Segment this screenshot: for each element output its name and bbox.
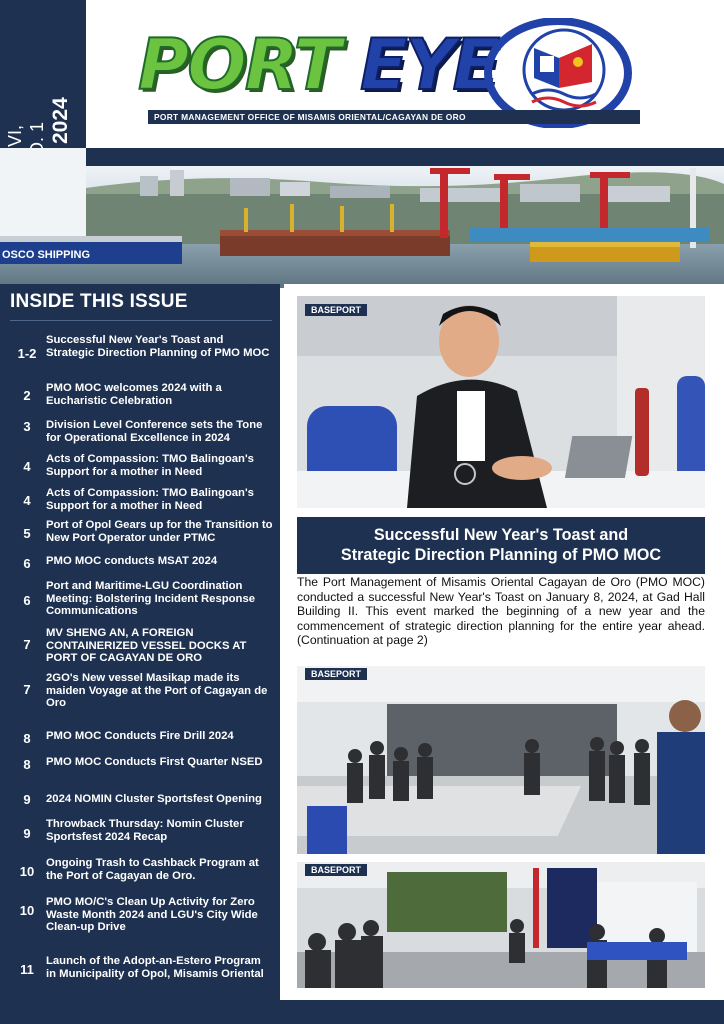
toc-item-title: PMO MOC welcomes 2024 with a Eucharistic Celebration [46,382,222,407]
executive-portrait-image [297,296,705,508]
article-body: The Port Management of Misamis Oriental Cagayan de Oro (PMO MOC) conducted a successful New Year's Toast on January 8, 2024, at Gad Hall Building II. This event marked the beginning of a new year and the commencement of strategic direction planning for the entire year ahead. (Continuation at page 2) [297,575,705,648]
toc-item-title: 2024 NOMIN Cluster Sportsfest Opening [46,793,262,805]
logo-port-text: PORT [138,24,340,106]
toc-page-number: 7 [23,682,31,697]
toc-page-number: 9 [23,826,31,841]
toc-page-number: 1-2 [17,346,37,361]
port-banner-photo [0,148,724,288]
toc-page-number: 7 [23,637,31,652]
toc-page-number: 11 [20,962,34,977]
port-scene-image [0,148,724,288]
footer-bar [0,1000,724,1024]
toc-page-number: 8 [23,731,31,746]
baseport-badge: BASEPORT [305,304,367,316]
toc-item-title: Throwback Thursday: Nomin Cluster Sportsfest 2024 Recap [46,818,244,843]
toc-item-title: Launch of the Adopt-an-Estero Program in Municipality of Opol, Misamis Oriental [46,955,264,980]
toc-item-title: Acts of Compassion: TMO Balingoan's Support for a mother in Need [46,453,254,478]
toc-page-number: 5 [23,526,31,541]
gad-hall-meeting-image [297,862,705,988]
article-photo-main [297,296,705,508]
toc-page-number: 6 [23,556,31,571]
toc-title: INSIDE THIS ISSUE [10,291,188,312]
toc-item-title: Port and Maritime-LGU Coordination Meeting: Bolstering Incident Response Communications [46,580,256,617]
ship-hull-text: OSCO SHIPPING [2,249,91,261]
toc-page-number: 2 [23,388,31,403]
toc-page-number: 4 [23,459,31,474]
toc-page-number: 10 [19,864,35,879]
toc-page-number: 10 [19,903,35,918]
toc-divider [10,320,272,321]
toast-meeting-image [297,666,705,854]
toc-item-title: Division Level Conference sets the Tone for Operational Excellence in 2024 [46,419,263,444]
article-photo-gad-hall [297,862,705,988]
article-headline [297,517,705,574]
baseport-badge: BASEPORT [305,668,367,680]
headline-line2: Strategic Direction Planning of PMO MOC [340,546,662,564]
toc-item-title: PMO MOC Conducts First Quarter NSED [46,756,263,768]
article-photo-toast [297,666,705,854]
headline-line1: Successful New Year's Toast and [373,526,629,544]
toc-page-number: 8 [23,757,31,772]
toc-page-number: 3 [23,419,31,434]
toc-page-number: 6 [23,593,31,608]
toc-item-title: Port of Opol Gears up for the Transition to New Port Operator under PTMC [46,519,273,544]
toc-item-title: Ongoing Trash to Cashback Program at the Port of Cagayan de Oro. [46,857,259,882]
toc-item-title: MV SHENG AN, A FOREIGN CONTAINERIZED VESSEL DOCKS AT PORT OF CAGAYAN DE ORO [46,627,247,664]
masthead-tagline: PORT MANAGEMENT OFFICE OF MISAMIS ORIENTAL/CAGAYAN DE ORO [148,110,640,124]
inside-this-issue-panel [0,284,280,1000]
toc-item-title: Successful New Year's Toast and Strategic Direction Planning of PMO MOC [46,334,270,359]
masthead [86,0,724,148]
logo-eye-text: EYE [360,24,498,106]
toc-page-number: 9 [23,792,31,807]
toc-item-title: PMO MO/C's Clean Up Activity for Zero Waste Month 2024 and LGU's City Wide Clean-up Drive [46,896,258,933]
toc-item-title: 2GO's New vessel Masikap made its maiden Voyage at the Port of Cagayan de Oro [46,672,268,709]
toc-item-title: Acts of Compassion: TMO Balingoan's Support for a mother in Need [46,487,254,512]
toc-item-title: PMO MOC conducts MSAT 2024 [46,555,218,567]
toc-item-title: PMO MOC Conducts Fire Drill 2024 [46,730,234,742]
toc-page-number: 4 [23,493,31,508]
baseport-badge: BASEPORT [305,864,367,876]
